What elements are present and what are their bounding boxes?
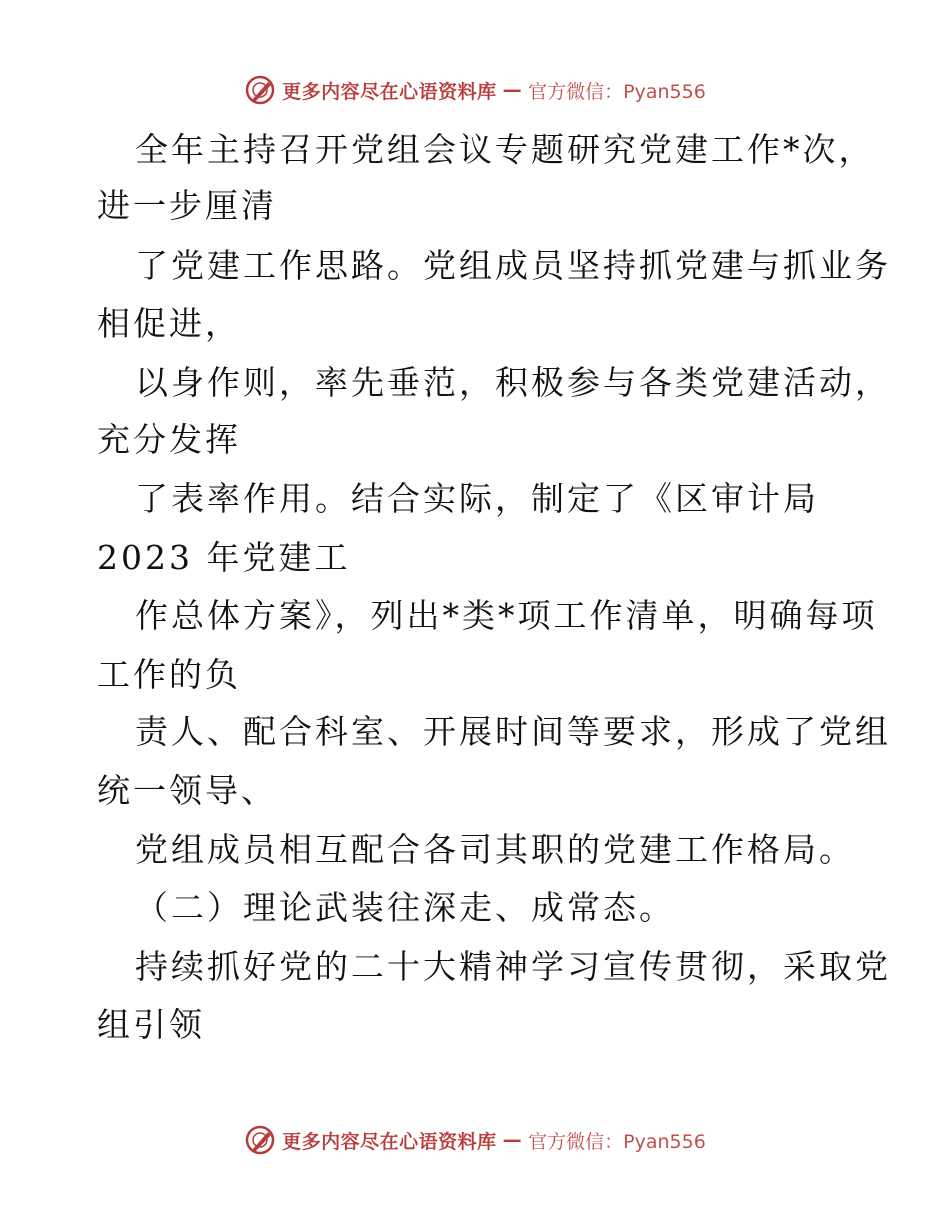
watermark-brand: 更多内容尽在心语资料库 bbox=[282, 1130, 497, 1153]
watermark-separator: — bbox=[502, 1129, 523, 1151]
footer-watermark bbox=[0, 1120, 950, 1160]
text-line: 工作的负 bbox=[97, 655, 241, 694]
text-line: 持续抓好党的二十大精神学习宣传贯彻，采取党 bbox=[135, 947, 891, 986]
text-line: 党组成员相互配合各司其职的党建工作格局。 bbox=[135, 830, 855, 869]
section-heading: （二）理论武装往深走、成常态。 bbox=[135, 888, 675, 927]
text-line: 了党建工作思路。党组成员坚持抓党建与抓业务 bbox=[135, 246, 891, 285]
text-line: 组引领 bbox=[97, 1005, 205, 1044]
text-line: 统一领导、 bbox=[97, 771, 277, 810]
text-line: 以身作则，率先垂范，积极参与各类党建活动， bbox=[135, 363, 891, 402]
pen-logo-icon bbox=[244, 1124, 276, 1156]
watermark-contact: 官方微信：Pyan556 bbox=[528, 80, 706, 103]
watermark-separator: — bbox=[502, 79, 523, 101]
text-line: 2023 年党建工 bbox=[97, 538, 351, 577]
header-watermark bbox=[0, 70, 950, 110]
text-line: 责人、配合科室、开展时间等要求，形成了党组 bbox=[135, 712, 891, 751]
text-line: 充分发挥 bbox=[97, 420, 241, 459]
text-line: 了表率作用。结合实际，制定了《区审计局 bbox=[135, 479, 819, 518]
text-line: 作总体方案》，列出*类*项工作清单，明确每项 bbox=[135, 596, 878, 635]
text-line: 进一步厘清 bbox=[97, 186, 277, 225]
watermark-contact: 官方微信：Pyan556 bbox=[528, 1130, 706, 1153]
text-line: 全年主持召开党组会议专题研究党建工作*次， bbox=[135, 130, 875, 169]
pen-logo-icon bbox=[244, 74, 276, 106]
watermark-brand: 更多内容尽在心语资料库 bbox=[282, 80, 497, 103]
text-line: 相促进， bbox=[97, 304, 241, 343]
